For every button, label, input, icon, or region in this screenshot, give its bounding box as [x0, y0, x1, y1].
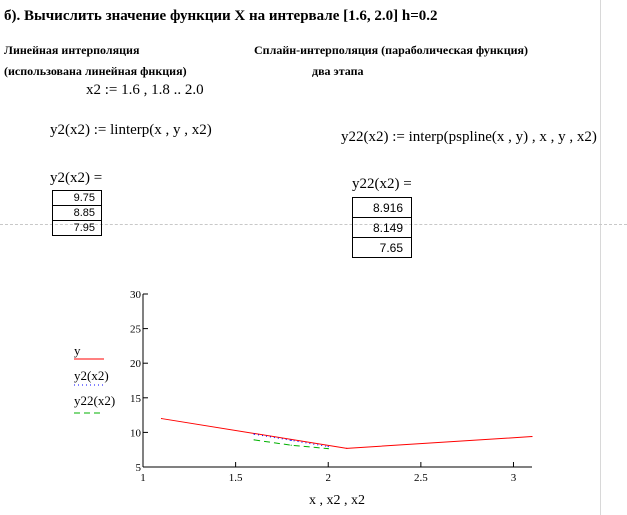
chart-plot-area	[161, 418, 533, 449]
series-1-point	[291, 440, 292, 441]
table-cell: 8.149	[353, 218, 412, 238]
spline-heading: Сплайн-интерполяция (параболическая функция)	[254, 43, 529, 57]
y-tick-label: 30	[130, 289, 141, 301]
y-tick-label: 5	[135, 462, 141, 474]
linear-subheading: (использована линейная фнкция)	[4, 64, 187, 78]
series-2-point	[291, 445, 292, 446]
series-line-0	[162, 419, 532, 449]
series-1-point	[254, 434, 255, 435]
x-tick-label: 1.5	[228, 472, 243, 484]
range-definition[interactable]: x2 := 1.6 , 1.8 .. 2.0	[86, 82, 204, 98]
chart-axes	[130, 289, 532, 484]
x-tick-label: 2.5	[413, 472, 428, 484]
x-tick-label: 2	[325, 472, 331, 484]
y2-result-label[interactable]: y2(x2) =	[50, 170, 103, 186]
y-tick-label: 20	[130, 358, 141, 371]
table-cell: 8.85	[53, 206, 102, 221]
spline-subheading: два этапа	[312, 64, 364, 78]
linterp-definition[interactable]: y2(x2) := linterp(x , y , x2)	[50, 122, 212, 138]
series-line-2	[254, 440, 328, 449]
table-cell: 8.916	[353, 198, 412, 218]
series-0-point	[531, 436, 532, 437]
y22-result-label[interactable]: y22(x2) =	[352, 176, 412, 192]
chart-legend	[74, 343, 115, 413]
linear-heading: Линейная интерполяция	[4, 43, 140, 57]
legend-label-y22: y22(x2)	[74, 393, 116, 408]
interp-definition[interactable]: y22(x2) := interp(pspline(x , y) , x , y , x2)	[341, 129, 597, 145]
x-tick-label: 1	[140, 472, 146, 484]
series-0-point	[346, 448, 347, 449]
y-tick-label: 25	[130, 323, 141, 336]
series-2-point	[254, 439, 255, 440]
legend-label-y: y	[74, 343, 81, 358]
series-0-point	[161, 418, 162, 419]
page-title: б). Вычислить значение функции X на интервале [1.6, 2.0] h=0.2	[4, 8, 438, 24]
series-1-point	[328, 446, 329, 447]
table-cell: 9.75	[53, 191, 102, 206]
y-tick-label: 10	[130, 427, 141, 440]
x-axis-label: x , x2 , x2	[309, 493, 365, 508]
series-2-point	[328, 448, 329, 449]
legend-label-y2: y2(x2)	[74, 368, 109, 383]
x-tick-label: 3	[510, 472, 517, 484]
y-tick-label: 15	[130, 392, 141, 405]
table-cell: 7.95	[53, 221, 102, 236]
table-cell: 7.65	[353, 238, 412, 258]
